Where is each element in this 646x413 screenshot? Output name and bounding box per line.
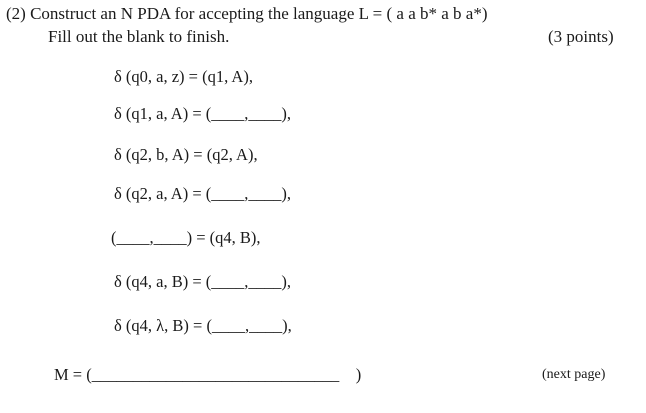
transition-row-5-blank: (____,____) = (q4, B), xyxy=(111,228,261,247)
question-instruction: Fill out the blank to finish. xyxy=(48,27,230,46)
next-page-note: (next page) xyxy=(542,367,606,382)
machine-definition-blank: M = (______________________________ ) xyxy=(54,365,362,384)
transition-row-7-blank: δ (q4, λ, B) = (____,____), xyxy=(114,316,292,335)
transition-row-2-blank: δ (q1, a, A) = (____,____), xyxy=(114,104,292,123)
question-header: (2) Construct an N PDA for accepting the language L = ( a a b* a b a*) xyxy=(6,4,488,23)
transition-row-4-blank: δ (q2, a, A) = (____,____), xyxy=(114,184,292,203)
transition-row-6-blank: δ (q4, a, B) = (____,____), xyxy=(114,272,292,291)
transition-row-3: δ (q2, b, A) = (q2, A), xyxy=(114,145,258,164)
transition-row-1: δ (q0, a, z) = (q1, A), xyxy=(114,67,253,86)
points-label: (3 points) xyxy=(548,27,614,46)
